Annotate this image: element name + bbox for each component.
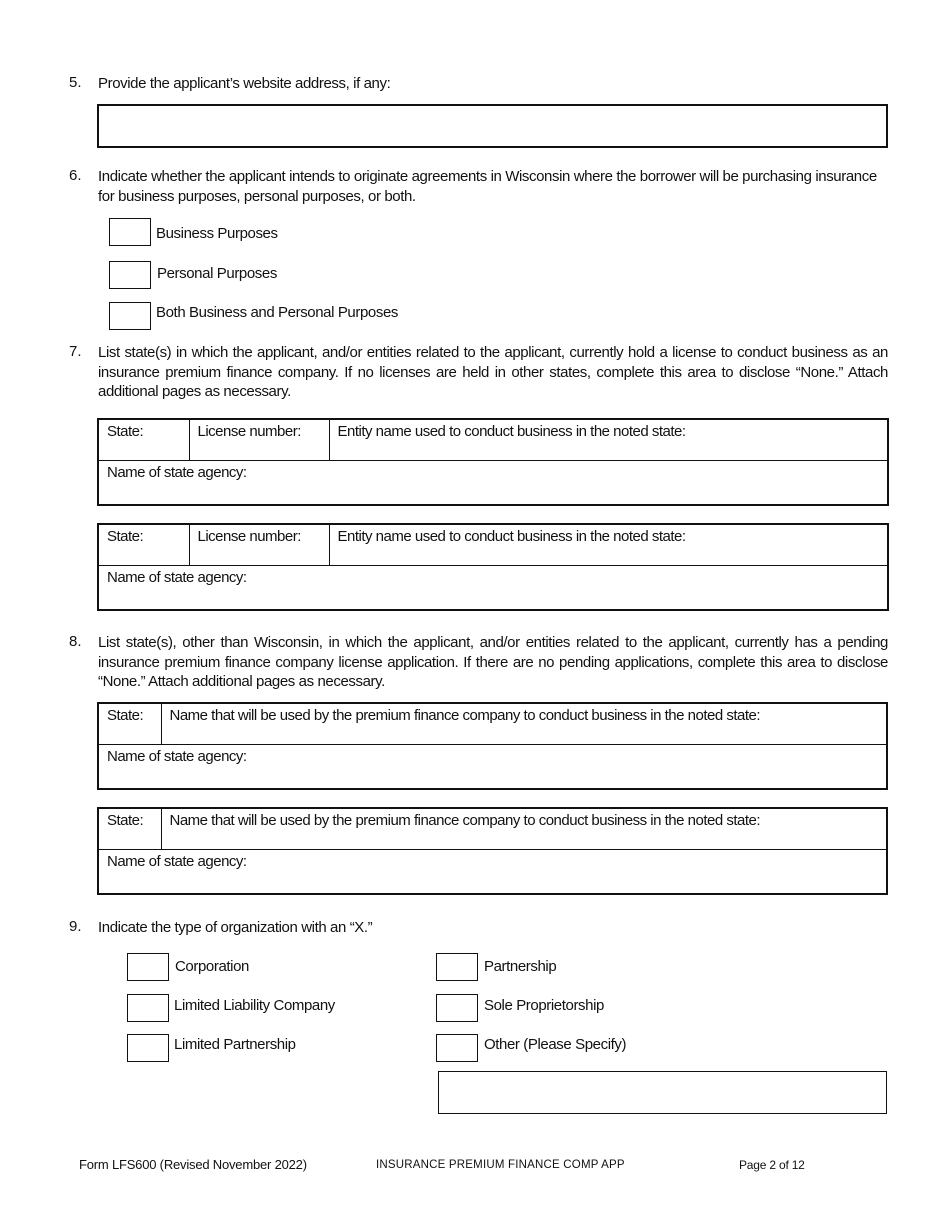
license-agency-cell[interactable]: Name of state agency: <box>98 460 888 505</box>
pending-agency-cell[interactable]: Name of state agency: <box>98 849 887 894</box>
personal-purposes-label: Personal Purposes <box>157 265 277 282</box>
pending-name-cell[interactable]: Name that will be used by the premium finance company to conduct business in the noted state: <box>161 808 887 849</box>
footer-page-number: Page 2 of 12 <box>739 1158 805 1172</box>
q8-text: List state(s), other than Wisconsin, in which the applicant, and/or entities related to the applicant, currently has a pending insurance premium finance company license application. If there are no pending applications, complete this area to disclose “None.” Attach additional pages as necessary. <box>98 634 888 690</box>
q7-text: List state(s) in which the applicant, and/or entities related to the applicant, currently hold a license to conduct business as an insurance premium finance company. If no licenses are held in other states, complete this area to disclose “None.” Attach additional pages as necessary. <box>98 344 888 400</box>
license-entity-cell[interactable]: Entity name used to conduct business in the noted state: <box>329 524 888 565</box>
license-table-1 <box>97 418 889 506</box>
partnership-checkbox[interactable] <box>436 953 478 981</box>
llc-label: Limited Liability Company <box>174 997 335 1014</box>
business-purposes-checkbox[interactable] <box>109 218 151 246</box>
limited-partnership-label: Limited Partnership <box>174 1036 296 1053</box>
both-purposes-label: Both Business and Personal Purposes <box>156 304 398 321</box>
q9-number: 9. <box>69 918 82 935</box>
corporation-label: Corporation <box>175 958 249 975</box>
pending-agency-cell[interactable]: Name of state agency: <box>98 744 887 789</box>
partnership-label: Partnership <box>484 958 557 975</box>
pending-table-1 <box>97 702 888 790</box>
q7-number: 7. <box>69 343 82 360</box>
q5-text: Provide the applicant’s website address, if any: <box>98 75 391 92</box>
both-purposes-checkbox[interactable] <box>109 302 151 330</box>
footer-form-id: Form LFS600 (Revised November 2022) <box>79 1157 307 1172</box>
business-purposes-label: Business Purposes <box>156 225 278 242</box>
q5-number: 5. <box>69 74 82 91</box>
q8-number: 8. <box>69 633 82 650</box>
license-agency-cell[interactable]: Name of state agency: <box>98 565 888 610</box>
pending-state-cell[interactable]: State: <box>98 808 161 849</box>
license-entity-cell[interactable]: Entity name used to conduct business in the noted state: <box>329 419 888 460</box>
limited-partnership-checkbox[interactable] <box>127 1034 169 1062</box>
pending-state-cell[interactable]: State: <box>98 703 161 744</box>
pending-name-cell[interactable]: Name that will be used by the premium finance company to conduct business in the noted state: <box>161 703 887 744</box>
personal-purposes-checkbox[interactable] <box>109 261 151 289</box>
license-state-cell[interactable]: State: <box>98 419 189 460</box>
footer-title: INSURANCE PREMIUM FINANCE COMP APP <box>376 1159 625 1171</box>
license-number-cell[interactable]: License number: <box>189 419 329 460</box>
pending-table-2 <box>97 807 888 895</box>
q6-text: Indicate whether the applicant intends to originate agreements in Wisconsin where the borrower will be purchasing insurance for business purposes, personal purposes, or both. <box>98 168 877 205</box>
license-state-cell[interactable]: State: <box>98 524 189 565</box>
license-table-2 <box>97 523 889 611</box>
other-label: Other (Please Specify) <box>484 1036 627 1053</box>
website-input[interactable] <box>97 104 888 148</box>
q6-number: 6. <box>69 167 82 184</box>
corporation-checkbox[interactable] <box>127 953 169 981</box>
q9-text: Indicate the type of organization with an “X.” <box>98 919 373 936</box>
sole-proprietorship-checkbox[interactable] <box>436 994 478 1022</box>
other-specify-input[interactable] <box>438 1071 887 1114</box>
other-checkbox[interactable] <box>436 1034 478 1062</box>
llc-checkbox[interactable] <box>127 994 169 1022</box>
sole-proprietorship-label: Sole Proprietorship <box>484 997 604 1014</box>
license-number-cell[interactable]: License number: <box>189 524 329 565</box>
